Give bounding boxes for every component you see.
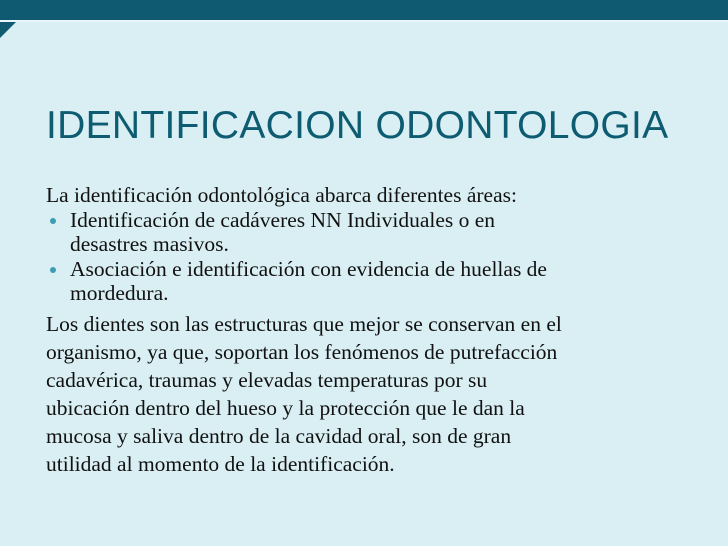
bullet-text-line: mordedura. — [70, 281, 169, 305]
bullet-text-line: desastres masivos. — [70, 232, 229, 256]
slide-body — [46, 183, 706, 478]
corner-accent — [0, 22, 16, 38]
paragraph-line: ubicación dentro del hueso y la protección que le dan la — [46, 395, 525, 420]
bullet-icon — [50, 267, 56, 273]
paragraph-line: Los dientes son las estructuras que mejor se conservan en el — [46, 311, 562, 336]
header-bar-edge — [0, 20, 728, 22]
intro-text: La identificación odontológica abarca diferentes áreas: — [46, 183, 517, 207]
bullet-item — [46, 257, 706, 306]
paragraph-line: organismo, ya que, soportan los fenómenos de putrefacción — [46, 339, 558, 364]
paragraph-line: mucosa y saliva dentro de la cavidad oral, son de gran — [46, 423, 512, 448]
paragraph-line: utilidad al momento de la identificación. — [46, 451, 395, 476]
bullet-text-line: Identificación de cadáveres NN Individuales o en — [70, 207, 496, 232]
bullet-text-line: Asociación e identificación con evidencia de huellas de — [70, 256, 547, 281]
bullet-icon — [50, 218, 56, 224]
bullet-item — [46, 208, 706, 257]
header-bar — [0, 0, 728, 20]
paragraph-line: cadavérica, traumas y elevadas temperaturas por su — [46, 367, 488, 392]
slide-title: IDENTIFICACION ODONTOLOGIA — [46, 104, 669, 147]
body-paragraph — [46, 310, 706, 478]
